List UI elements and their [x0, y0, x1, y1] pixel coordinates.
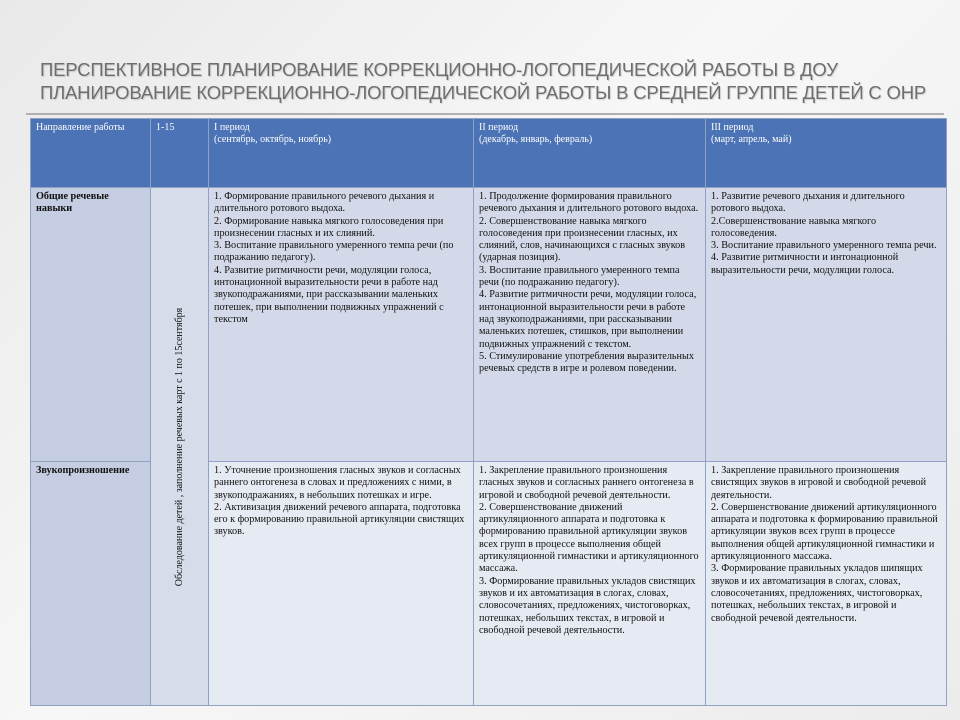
- header-period-2-months: (декабрь, январь, февраль): [479, 134, 593, 146]
- list-item: 2.Совершенствование навыка мягкого голосоведения.: [711, 215, 877, 239]
- period-3-cell: [706, 462, 947, 706]
- period-2-cell: [474, 462, 706, 706]
- header-period-3: [706, 119, 947, 188]
- direction-cell: Звукопроизношение: [31, 462, 151, 706]
- list-item: 1. Уточнение произношения гласных звуков и согласных раннего онтогенеза в словах и предложениях с ними, в звукоподражаниях, в небольших потешках и игре.: [214, 465, 461, 501]
- list-item: 1. Продолжение формирования правильного речевого дыхания и длительного ротового выдоха.: [479, 191, 699, 215]
- title-line-1: ПЕРСПЕКТИВНОЕ ПЛАНИРОВАНИЕ КОРРЕКЦИОННО-ЛОГОПЕДИЧЕСКОЙ РАБОТЫ В ДОУ: [40, 59, 838, 80]
- list-item: 3. Воспитание правильного умеренного темпа речи (по подражанию педагогу).: [479, 264, 680, 289]
- header-period-1: [209, 119, 474, 188]
- table-row: [31, 188, 947, 462]
- list-item: 4. Развитие ритмичности речи, модуляции голоса, интонационной выразительности речи в работе над звукоподражаниями, при рассказывании маленьких потешек, стишков, при выполнении подвижных упражнений с текстом.: [479, 289, 697, 350]
- list-item: 2. Совершенствование навыка мягкого голосоведения при произнесении гласных, их слияний, слов, начинающихся с гласных звуков (ударная позиция).: [479, 215, 686, 264]
- title-divider: [26, 113, 944, 115]
- header-period-2: [474, 119, 706, 188]
- title-line-2: ПЛАНИРОВАНИЕ КОРРЕКЦИОННО-ЛОГОПЕДИЧЕСКОЙ РАБОТЫ В СРЕДНЕЙ ГРУППЕ ДЕТЕЙ С ОНР: [40, 82, 927, 103]
- list-item: 2. Активизация движений речевого аппарата, подготовка его к формированию правильной артикуляции свистящих звуков.: [214, 501, 465, 538]
- list-item: 4. Развитие ритмичности и интонационной выразительности речи, модуляции голоса.: [711, 252, 899, 276]
- examination-text: Обследование детей , заполнение речевых карт с 1 по 15сентября: [173, 307, 185, 586]
- list-item: 1. Формирование правильного речевого дыхания и длительного ротового выдоха.: [214, 191, 435, 215]
- period-3-cell: [706, 188, 947, 462]
- header-period-2-title: II период: [479, 122, 519, 133]
- list-item: 2. Совершенствование движений артикуляционного аппарата и подготовка к формированию правильной артикуляции звуков всех групп в процессе выполнения общей артикуляционной гимнастики и артикуляционного массажа.: [711, 501, 938, 563]
- list-item: 2. Совершенствование движений артикуляционного аппарата и подготовка к формированию правильной артикуляции звуков всех групп в процессе выполнения общей артикуляционной гимнастики и артикуляционного массажа.: [479, 501, 699, 575]
- direction-cell: Общие речевые навыки: [31, 188, 151, 462]
- list-item: 1. Развитие речевого дыхания и длительного ротового выдоха.: [711, 191, 905, 215]
- header-period-1-months: (сентябрь, октябрь, ноябрь): [214, 134, 332, 146]
- slide-title: [40, 58, 940, 104]
- list-item: 3. Формирование правильных укладов свистящих звуков и их автоматизация в слогах, словах, словосочетаниях, предложениях, чистоговорках, потешках, небольших текстах, в игровой и свободной речевой деятельности.: [479, 575, 696, 636]
- list-item: 3. Формирование правильных укладов шипящих звуков и их автоматизация в слогах, словах, словосочетаниях, предложениях, чистоговорках, потешках, небольших текстах, в игровой и свободной речевой деятельности.: [711, 563, 923, 624]
- header-period-1-title: I период: [214, 122, 250, 133]
- period-1-cell: [209, 462, 474, 706]
- header-direction: Направление работы: [31, 119, 151, 188]
- list-item: 3. Воспитание правильного умеренного темпа речи.: [711, 240, 937, 252]
- list-item: 4. Развитие ритмичности речи, модуляции голоса, интонационной выразительности речи в работе над звукоподражаниями, при рассказывании маленьких потешек, при выполнении подвижных упражнений с текстом: [214, 264, 444, 325]
- list-item: 5. Стимулирование употребления выразительных речевых средств в игре и ролевом поведении.: [479, 350, 694, 375]
- list-item: 1. Закрепление правильного произношения гласных звуков и согласных раннего онтогенеза в игровой и свободной речевой деятельности.: [479, 465, 694, 501]
- list-item: 1. Закрепление правильного произношения свистящих звуков в игровой и свободной речевой деятельности.: [711, 465, 927, 501]
- table-header-row: [31, 119, 947, 188]
- period-1-cell: [209, 188, 474, 462]
- list-item: 3. Воспитание правильного умеренного темпа речи (по подражанию педагогу).: [214, 240, 454, 264]
- list-item: 2. Формирование навыка мягкого голосоведения при произнесении гласных и их слияний.: [214, 215, 444, 239]
- period-2-cell: [474, 188, 706, 462]
- planning-table: [30, 118, 947, 706]
- header-period-3-title: III период: [711, 122, 754, 133]
- examination-cell: [151, 188, 209, 706]
- header-dates: 1-15: [151, 119, 209, 188]
- header-period-3-months: (март, апрель, май): [711, 134, 792, 146]
